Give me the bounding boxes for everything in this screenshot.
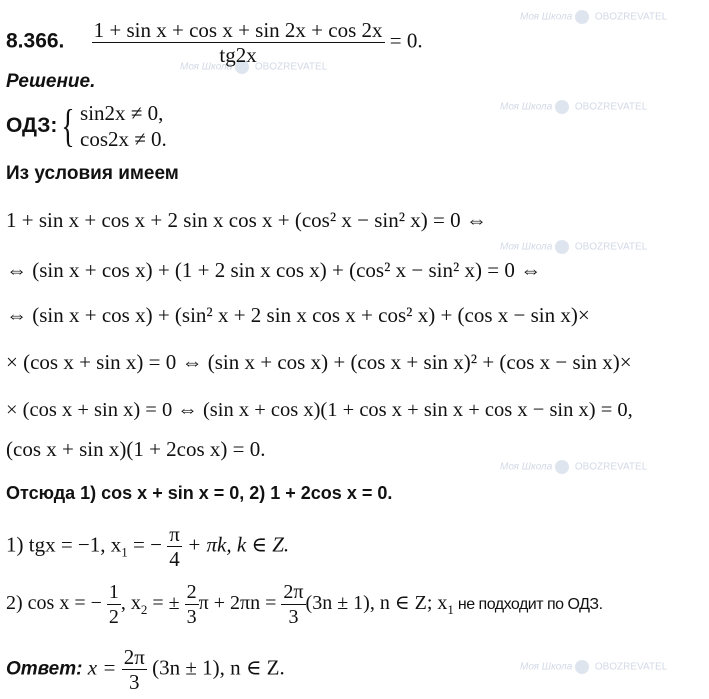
odz-condition: cos2x ≠ 0. [80, 127, 167, 151]
watermark-site: Моя Школа [500, 461, 553, 473]
fraction-numerator: 2π [283, 581, 304, 603]
problem-number: 8.366. [6, 29, 65, 53]
watermark [500, 100, 647, 114]
case2-subscript-2: 1 [447, 602, 454, 618]
watermark-site: Моя Школа [520, 11, 573, 23]
brace-icon: { [61, 100, 75, 151]
solution-label: Решение. [6, 71, 96, 92]
case1-suffix: + πk, k ∈ Z. [187, 532, 290, 557]
watermark-brand: OBOZREVATEL [574, 461, 648, 473]
case2-fraction-2 [185, 580, 199, 629]
fraction-denominator: tg2x [219, 43, 257, 67]
watermark-logo-icon [555, 100, 569, 114]
step-line: 1 + sin x + cos x + 2 sin x cos x + (cos² x − sin² x) = 0 ⇔ [6, 208, 487, 232]
odz-label: ОДЗ: [6, 114, 58, 137]
watermark-brand: OBOZREVATEL [574, 241, 648, 253]
case2-suffix: (3n ± 1), n ∈ Z; x [305, 592, 448, 615]
problem-line [6, 18, 423, 67]
step-line: × (cos x + sin x) = 0 ⇔ (sin x + cos x)(1 + cos x + sin x + cos x − sin x) = 0, [6, 399, 633, 421]
hence-line [6, 480, 392, 505]
step-line: ⇔ (sin x + cos x) + (1 + 2 sin x cos x) + (cos² x − sin² x) = 0 ⇔ [6, 258, 542, 282]
case2-mid2: = ± [147, 592, 180, 615]
fraction-numerator: 2π [123, 645, 145, 669]
case1-prefix: 1) tgx = −1, x [6, 532, 122, 557]
watermark [500, 460, 647, 474]
case2-line [6, 580, 603, 629]
case2-fraction-3 [281, 580, 305, 629]
watermark-site: Моя Школа [500, 101, 553, 113]
equation-rhs: = 0. [389, 28, 423, 53]
fraction-denominator: 2 [108, 606, 119, 628]
odz-system [80, 100, 167, 152]
case2-subscript: 2 [140, 602, 148, 618]
answer-suffix: (3n ± 1), n ∈ Z. [152, 655, 285, 680]
watermark [520, 660, 667, 674]
case1-subscript: 1 [121, 544, 128, 560]
watermark-site: Моя Школа [180, 61, 233, 73]
fraction-denominator: 3 [288, 606, 299, 628]
case1-eq: = − [127, 532, 162, 557]
odz-block [6, 100, 167, 152]
fraction-denominator: 4 [169, 547, 180, 571]
watermark-logo-icon [575, 660, 589, 674]
watermark [520, 10, 667, 24]
fraction-numerator: 2 [186, 581, 197, 603]
main-fraction [92, 18, 385, 67]
case2-mid3: π + 2πn = [198, 592, 282, 615]
fraction-denominator: 3 [186, 606, 197, 628]
step-line: (cos x + sin x)(1 + 2cos x) = 0. [6, 437, 266, 461]
step-line: ⇔ (sin x + cos x) + (sin² x + 2 sin x cos x + cos² x) + (cos x − sin x)× [6, 303, 590, 327]
watermark-brand: OBOZREVATEL [594, 661, 668, 673]
case2-tail: не подходит по ОДЗ. [453, 596, 603, 614]
case1-line [6, 522, 289, 571]
watermark-logo-icon [575, 10, 589, 24]
case2-prefix: 2) cos x = − [6, 592, 102, 615]
watermark-brand: OBOZREVATEL [594, 11, 668, 23]
case2-fraction-1 [107, 580, 121, 629]
watermark-site: Моя Школа [520, 661, 573, 673]
answer-label: Ответ: [6, 658, 83, 680]
odz-condition: sin2x ≠ 0, [80, 101, 164, 125]
fraction-numerator: 1 [108, 581, 119, 603]
from-condition: Из условия имеем [6, 163, 179, 184]
fraction-numerator: π [169, 522, 180, 546]
watermark-brand: OBOZREVATEL [574, 101, 648, 113]
step-line: × (cos x + sin x) = 0 ⇔ (sin x + cos x) + (cos x + sin x)² + (cos x − sin x)× [6, 350, 632, 374]
watermark-brand: OBOZREVATEL [254, 61, 328, 73]
watermark-logo-icon [555, 460, 569, 474]
answer-line [6, 645, 285, 694]
case1-fraction [167, 522, 182, 571]
answer-prefix: x = [82, 655, 122, 680]
hence-text: Отсюда 1) cos x + sin x = 0, 2) 1 + 2cos x = 0. [6, 483, 393, 503]
watermark [500, 240, 647, 254]
answer-fraction [122, 645, 147, 694]
fraction-numerator: 1 + sin x + cos x + sin 2x + cos 2x [93, 18, 383, 42]
watermark-logo-icon [555, 240, 569, 254]
fraction-denominator: 3 [129, 670, 140, 694]
case2-mid1: , x [120, 592, 141, 615]
watermark-site: Моя Школа [500, 241, 553, 253]
